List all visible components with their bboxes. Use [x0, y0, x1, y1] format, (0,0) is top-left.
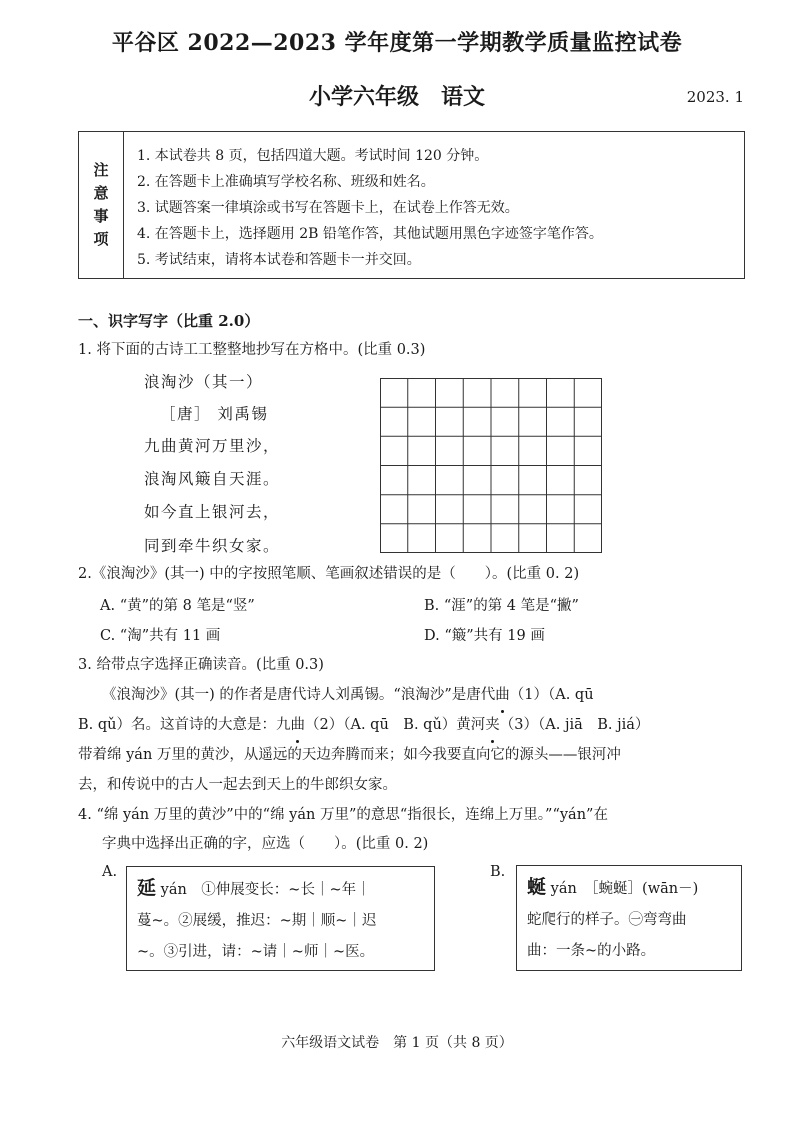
notice-item: 4. 在答题卡上，选择题用 2B 铅笔作答，其他试题用黑色字迹签字笔作答。 [137, 226, 603, 242]
q3-line-4: 去，和传说中的古人一起去到天上的牛郎织女家。 [78, 777, 397, 793]
q4-option-b-label[interactable]: B. [490, 864, 506, 880]
option-d[interactable]: D. “簸”共有 19 画 [424, 628, 545, 644]
dict-b-char: 蜒 [527, 876, 547, 898]
notice-label-char: 项 [93, 230, 109, 248]
notice-label-char: 注 [93, 161, 109, 179]
poem-title: 浪淘沙（其一） [144, 373, 264, 391]
exam-date: 2023. 1 [686, 88, 744, 106]
notice-item: 1. 本试卷共 8 页，包括四道大题。考试时间 120 分钟。 [137, 148, 489, 164]
q3-text: （3）（A. jiā B. jiá） [499, 717, 650, 733]
notice-list [137, 143, 603, 273]
dict-a-text [137, 873, 426, 968]
dotted-char: 曲 [495, 680, 510, 710]
question-4-line-1: 4. “绵 yán 万里的黄沙”中的“绵 yán 万里”的意思“指很长，连绵上万里。”“yán”在 [78, 807, 608, 823]
notice-box [78, 131, 745, 279]
question-3: 3. 给带点字选择正确读音。(比重 0.3) [78, 657, 324, 673]
exam-title: 平谷区 2022—2023 学年度第一学期教学质量监控试卷 [111, 30, 683, 56]
poem-line: 浪淘风簸自天涯。 [144, 470, 281, 488]
q3-line-3: 带着绵 yán 万里的黄沙，从遥远的天边奔腾而来；如今我要直向它的源头——银河冲 [78, 747, 621, 763]
q3-text: （2）（A. qū B. qǔ）黄河 [305, 717, 486, 733]
dictionary-entry-a[interactable] [126, 866, 435, 971]
notice-item: 5. 考试结束，请将本试卷和答题卡一并交回。 [137, 252, 421, 268]
q4-option-a-label[interactable]: A. [102, 864, 118, 880]
dict-a-char: 延 [137, 877, 157, 899]
notice-label-char: 事 [93, 207, 109, 225]
dict-b-line: 曲：一条~的小路。 [527, 943, 656, 959]
dotted-char: 曲 [291, 710, 306, 740]
question-1: 1. 将下面的古诗工工整整地抄写在方格中。(比重 0.3) [78, 342, 426, 358]
poem-line: 九曲黄河万里沙， [144, 437, 281, 455]
dict-b-text [527, 872, 733, 967]
dict-a-line: ~。③引进，请：~请｜~师｜~医。 [137, 944, 375, 960]
notice-item: 2. 在答题卡上准确填写学校名称、班级和姓名。 [137, 174, 435, 190]
dict-b-line: 蛇爬行的样子。㊀弯弯曲 [527, 912, 687, 928]
page-footer: 六年级语文试卷 第 1 页（共 8 页） [281, 1035, 513, 1051]
dict-a-line [137, 873, 426, 906]
dotted-char: 夹 [485, 710, 500, 740]
q3-line-1 [102, 680, 746, 710]
notice-item: 3. 试题答案一律填涂或书写在答题卡上，在试卷上作答无效。 [137, 200, 519, 216]
poem-line: 如今直上银河去， [144, 503, 281, 521]
question-2: 2.《浪淘沙》(其一) 中的字按照笔顺、笔画叙述错误的是（ ）。(比重 0. 2) [78, 566, 580, 582]
poem-author: ［唐］ 刘禹锡 [160, 405, 269, 423]
dictionary-entry-b[interactable] [516, 865, 742, 971]
notice-label [79, 132, 124, 278]
writing-grid[interactable] [380, 378, 602, 553]
section-1-title: 一、识字写字（比重 2.0） [78, 312, 260, 330]
dict-a-def: yán ①伸展变长：~长｜~年｜ [156, 882, 371, 898]
option-a[interactable]: A. “黄”的第 8 笔是“竖” [100, 598, 255, 614]
notice-label-char: 意 [93, 184, 109, 202]
dict-a-line: 蔓~。②展缓，推迟：~期｜顺~｜迟 [137, 913, 377, 929]
q3-line-2 [78, 710, 746, 740]
dict-b-def: yán ［蜿蜒］(wān－) [546, 881, 699, 897]
option-c[interactable]: C. “淘”共有 11 画 [100, 628, 221, 644]
dict-b-line [527, 872, 733, 905]
q3-text: （1）（A. qū [509, 687, 594, 703]
poem-line: 同到牵牛织女家。 [144, 537, 281, 555]
option-b[interactable]: B. “涯”的第 4 笔是“撇” [424, 598, 579, 614]
q3-text: B. qǔ）名。这首诗的大意是：九 [78, 717, 291, 733]
exam-subtitle: 小学六年级 语文 [308, 84, 485, 110]
question-4-line-2: 字典中选择出正确的字，应选（ ）。(比重 0. 2) [102, 836, 429, 852]
q3-text: 《浪淘沙》(其一) 的作者是唐代诗人刘禹锡。“浪淘沙”是唐代 [102, 687, 496, 703]
